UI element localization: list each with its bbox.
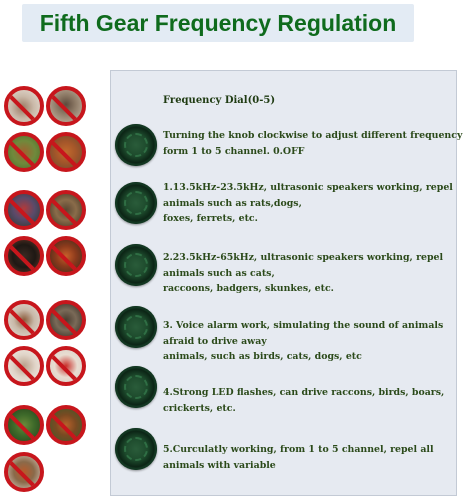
dial-item-0: Turning the knob clockwise to adjust different frequency form 1 to 5 channel. 0.OFF bbox=[163, 130, 463, 157]
no-lizard-icon bbox=[4, 452, 44, 492]
dial-item-2: 2.23.5kHz-65kHz, ultrasonic speakers working, repel animals such as cats, raccoons, badgers, skunkes, etc. bbox=[163, 252, 444, 294]
dial-item-3: 3. Voice alarm work, simulating the sound of animals afraid to drive away animals, such as birds, cats, dogs, etc bbox=[163, 320, 444, 362]
rotary-knob-icon bbox=[115, 182, 157, 224]
dial-heading: Frequency Dial(0-5) bbox=[163, 95, 276, 106]
no-ferret-icon bbox=[46, 190, 86, 230]
rotary-knob-icon bbox=[115, 244, 157, 286]
no-snake-icon bbox=[4, 405, 44, 445]
dial-item-4: 4.Strong LED flashes, can drive raccons, birds, boars, crickerts, etc. bbox=[163, 387, 445, 414]
no-red-panda-icon bbox=[46, 236, 86, 276]
dial-item-5: 5.Curculatly working, from 1 to 5 channel, repel all animals with variable bbox=[163, 444, 434, 471]
no-cat-icon bbox=[4, 236, 44, 276]
no-mouse-icon bbox=[4, 346, 44, 386]
rotary-knob-icon bbox=[115, 306, 157, 348]
no-bird-icon bbox=[4, 132, 44, 172]
no-turkey-icon bbox=[4, 190, 44, 230]
dial-item-1: 1.13.5kHz-23.5kHz, ultrasonic speakers working, repel animals such as rats,dogs, foxes, ferrets, etc. bbox=[163, 182, 453, 224]
no-raccoon-icon bbox=[46, 300, 86, 340]
no-cardinal-icon bbox=[46, 346, 86, 386]
no-sparrow-icon bbox=[4, 300, 44, 340]
no-dog-icon bbox=[46, 86, 86, 126]
no-squirrel-icon bbox=[46, 405, 86, 445]
rotary-knob-icon bbox=[115, 366, 157, 408]
no-fox-icon bbox=[46, 132, 86, 172]
no-rat-icon bbox=[4, 86, 44, 126]
rotary-knob-icon bbox=[115, 428, 157, 470]
title-banner bbox=[22, 4, 414, 42]
rotary-knob-icon bbox=[115, 124, 157, 166]
page-title: Fifth Gear Frequency Regulation bbox=[39, 9, 397, 36]
